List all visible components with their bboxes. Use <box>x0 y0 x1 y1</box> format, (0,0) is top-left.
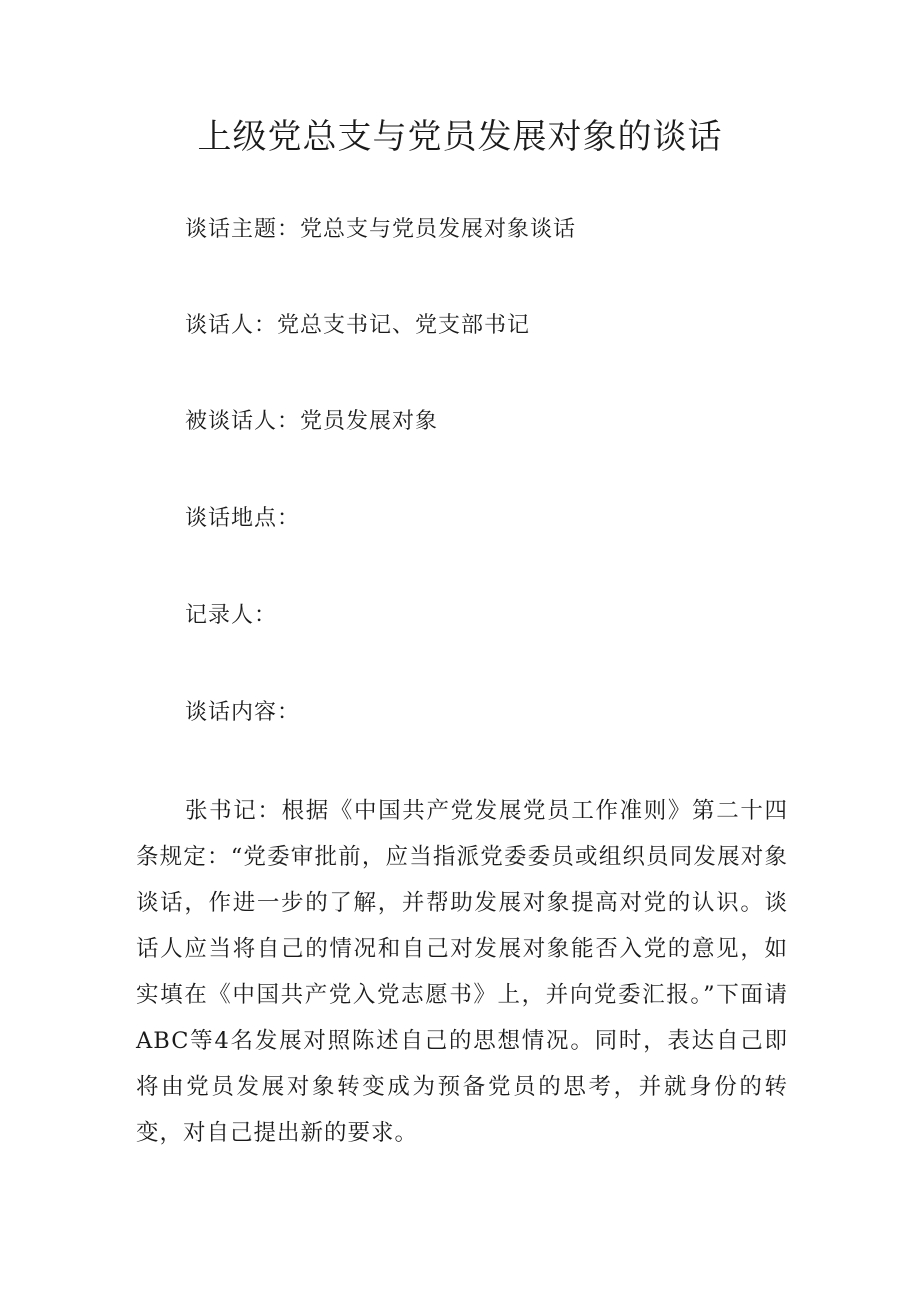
recorder-field: 记录人： <box>185 603 278 628</box>
body-paragraph: 张书记：根据《中国共产党发展党员工作准则》第二十四条规定：“党委审批前，应当指派党委委员或组织员同发展对象谈话，作进一步的了解，并帮助发展对象提高对党的认识。谈话人应当将自己的情况和自己对发展对象能否入党的意见，如实填在《中国共产党入党志愿书》上，并向党委汇报。”下面请ABC等4名发展对照陈述自己的思想情况。同时，表达自己即将由党员发展对象转变成为预备党员的思考，并就身份的转变，对自己提出新的要求。 <box>136 798 788 1146</box>
interviewee-field: 被谈话人：党员发展对象 <box>185 409 439 434</box>
topic-field: 谈话主题：党总支与党员发展对象谈话 <box>185 217 577 242</box>
location-field: 谈话地点： <box>185 506 301 531</box>
document-title: 上级党总支与党员发展对象的谈话 <box>197 117 723 157</box>
content-label: 谈话内容： <box>185 700 301 725</box>
speaker-field: 谈话人：党总支书记、党支部书记 <box>185 313 531 338</box>
